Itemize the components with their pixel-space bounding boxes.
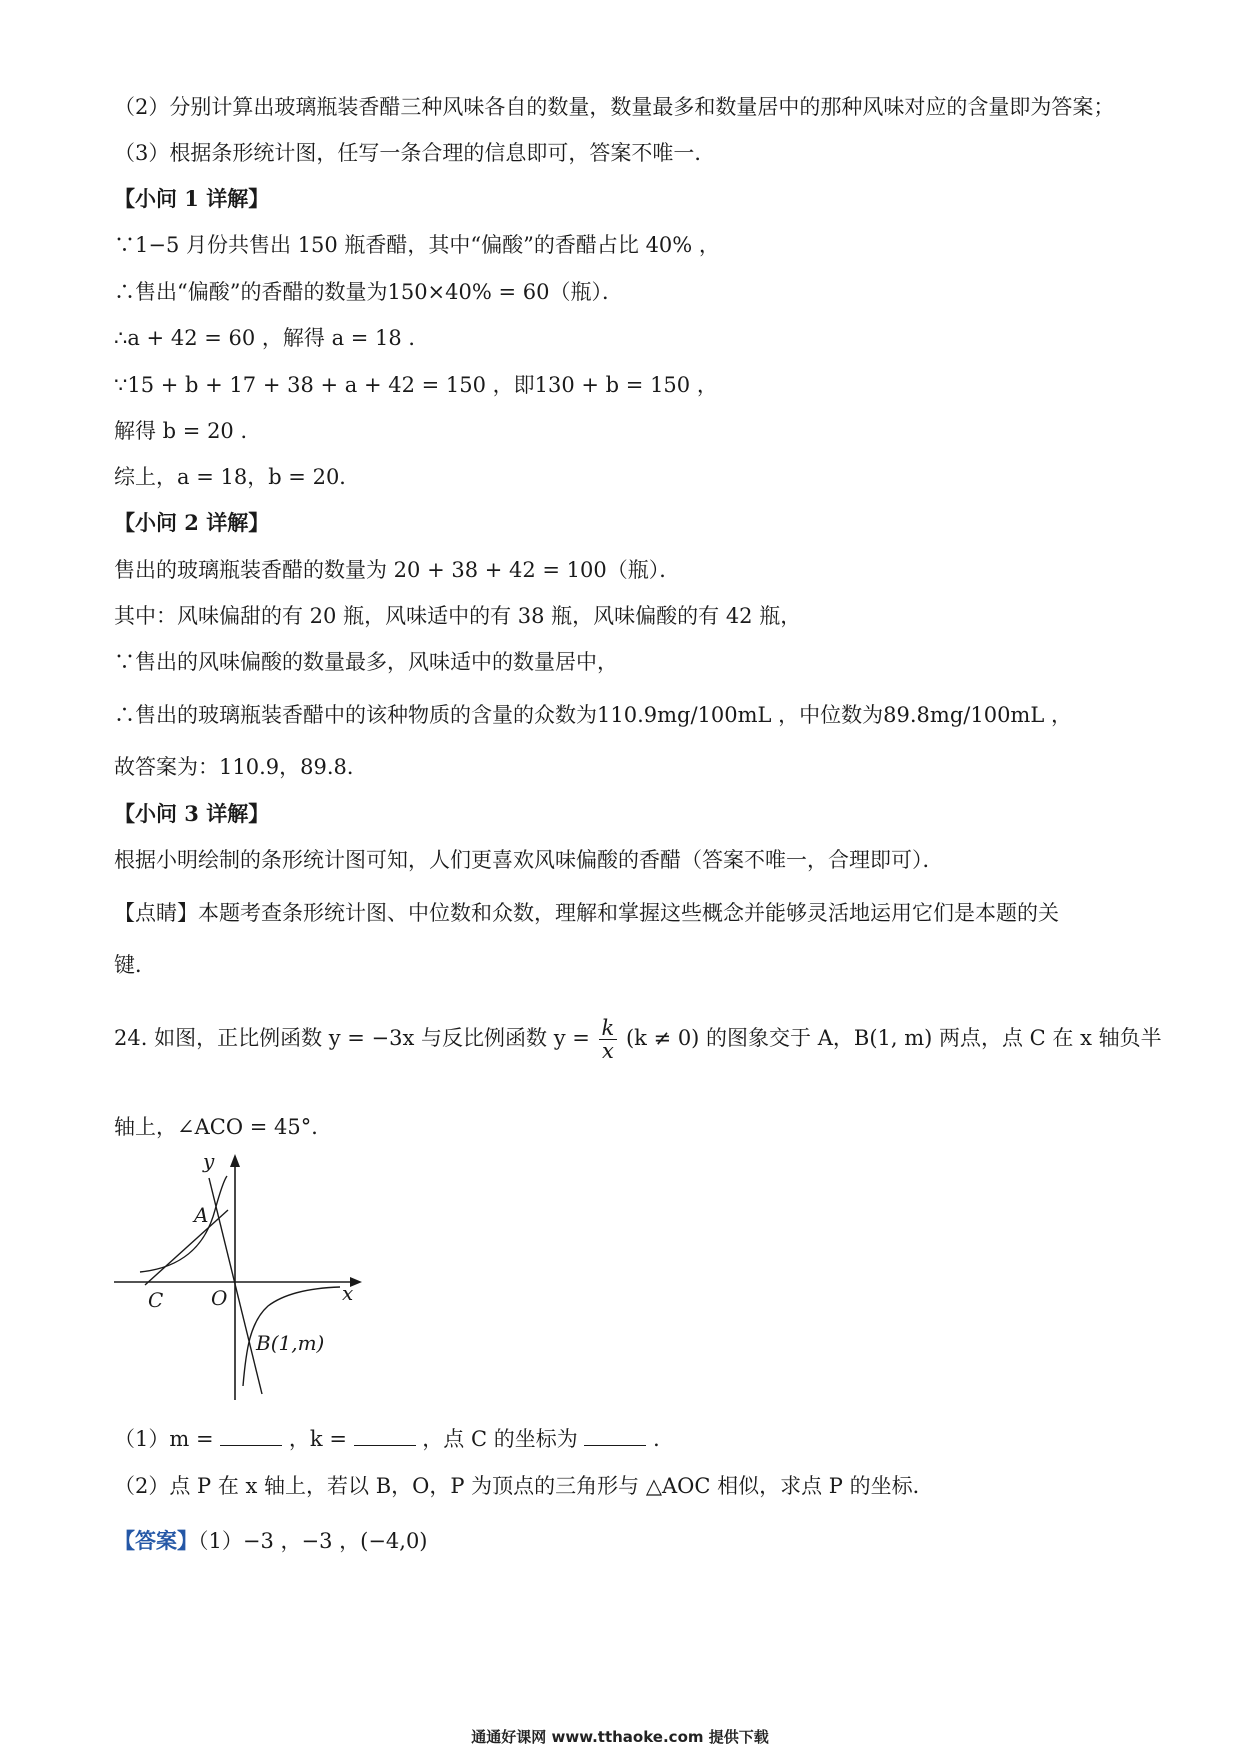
problem-statement [114,1010,1162,1066]
origin-label: O [211,1286,228,1310]
text-line: ∴售出“偏酸”的香醋的数量为150×40% = 60（瓶）． [114,280,623,304]
text-line: 售出的玻璃瓶装香醋的数量为 20 + 38 + 42 = 100（瓶）． [114,558,681,582]
text-line: 综上，a = 18，b = 20． [114,465,361,489]
text-line: （2）分别计算出玻璃瓶装香醋三种风味各自的数量，数量最多和数量居中的那种风味对应的含量即为答案； [114,95,1115,119]
answer-line [114,1526,428,1556]
answer-text: （1）−3 ，−3 ，(−4,0) [198,1529,428,1553]
line-ca [145,1210,228,1285]
problem-intro: 24. 如图，正比例函数 y = −3x 与反比例函数 y = [114,1026,590,1050]
text-line: （3）根据条形统计图，任写一条合理的信息即可，答案不唯一． [114,141,716,165]
answer-blank-m [220,1425,282,1446]
section-heading: 【小问 2 详解】 [114,510,270,535]
hyperbola-branch-upper-left [140,1176,227,1272]
text-line: 根据小明绘制的条形统计图可知，人们更喜欢风味偏酸的香醋（答案不唯一，合理即可）． [114,848,944,872]
text-line: ∵15 + b + 17 + 38 + a + 42 = 150 ，即130 + b = 150 ， [114,373,718,397]
fraction-k-over-x [599,1017,618,1062]
text-line: 其中：风味偏甜的有 20 瓶，风味适中的有 38 瓶，风味偏酸的有 42 瓶， [114,604,802,628]
fraction-numerator: k [599,1017,618,1040]
question-1 [114,1424,674,1454]
text-line: 【点睛】本题考查条形统计图、中位数和众数，理解和掌握这些概念并能够灵活地运用它们是本题的关 [114,901,1059,925]
text-line: ∵1−5 月份共售出 150 瓶香醋，其中“偏酸”的香醋占比 40% ， [114,233,720,257]
page-footer: 通通好课网 www.tthaoke.com 提供下载 [471,1728,769,1746]
y-axis-arrow [230,1154,240,1167]
point-a-label: A [194,1203,209,1227]
fraction-denominator: x [601,1039,614,1063]
y-axis-label: y [203,1150,215,1173]
problem-intro-continued: (k ≠ 0) 的图象交于 A，B(1, m) 两点，点 C 在 x 轴负半 [625,1026,1162,1050]
text-line: 键． [114,953,156,977]
text-line: ∴售出的玻璃瓶装香醋中的该种物质的含量的众数为110.9mg/100mL ，中位数为89.8mg/100mL ， [114,703,1072,727]
question-1-part-c: ，点 C 的坐标为 [422,1427,578,1451]
question-1-part-k: ，k = [288,1427,347,1451]
question-1-part-m: （1）m = [114,1427,214,1451]
problem-statement-line2: 轴上，∠ACO = 45°． [114,1115,333,1139]
point-b-label: B(1,m) [256,1331,325,1355]
section-heading: 【小问 1 详解】 [114,186,270,211]
text-line: 故答案为：110.9，89.8． [114,755,368,779]
point-c-label: C [148,1288,164,1312]
section-heading: 【小问 3 详解】 [114,801,270,826]
answer-blank-c [584,1425,646,1446]
question-2: （2）点 P 在 x 轴上，若以 B，O，P 为顶点的三角形与 △AOC 相似，求点 P 的坐标． [114,1474,934,1498]
text-line: 解得 b = 20 ． [114,419,262,443]
text-line: ∴a + 42 = 60 ，解得 a = 18 ． [114,326,430,350]
answer-blank-k [354,1425,416,1446]
answer-tag: 【答案】 [114,1528,198,1553]
function-graph-figure [110,1150,370,1410]
text-line: ∵售出的风味偏酸的数量最多，风味适中的数量居中， [114,650,618,674]
x-axis-label: x [342,1281,354,1305]
question-1-end: ． [653,1427,675,1451]
